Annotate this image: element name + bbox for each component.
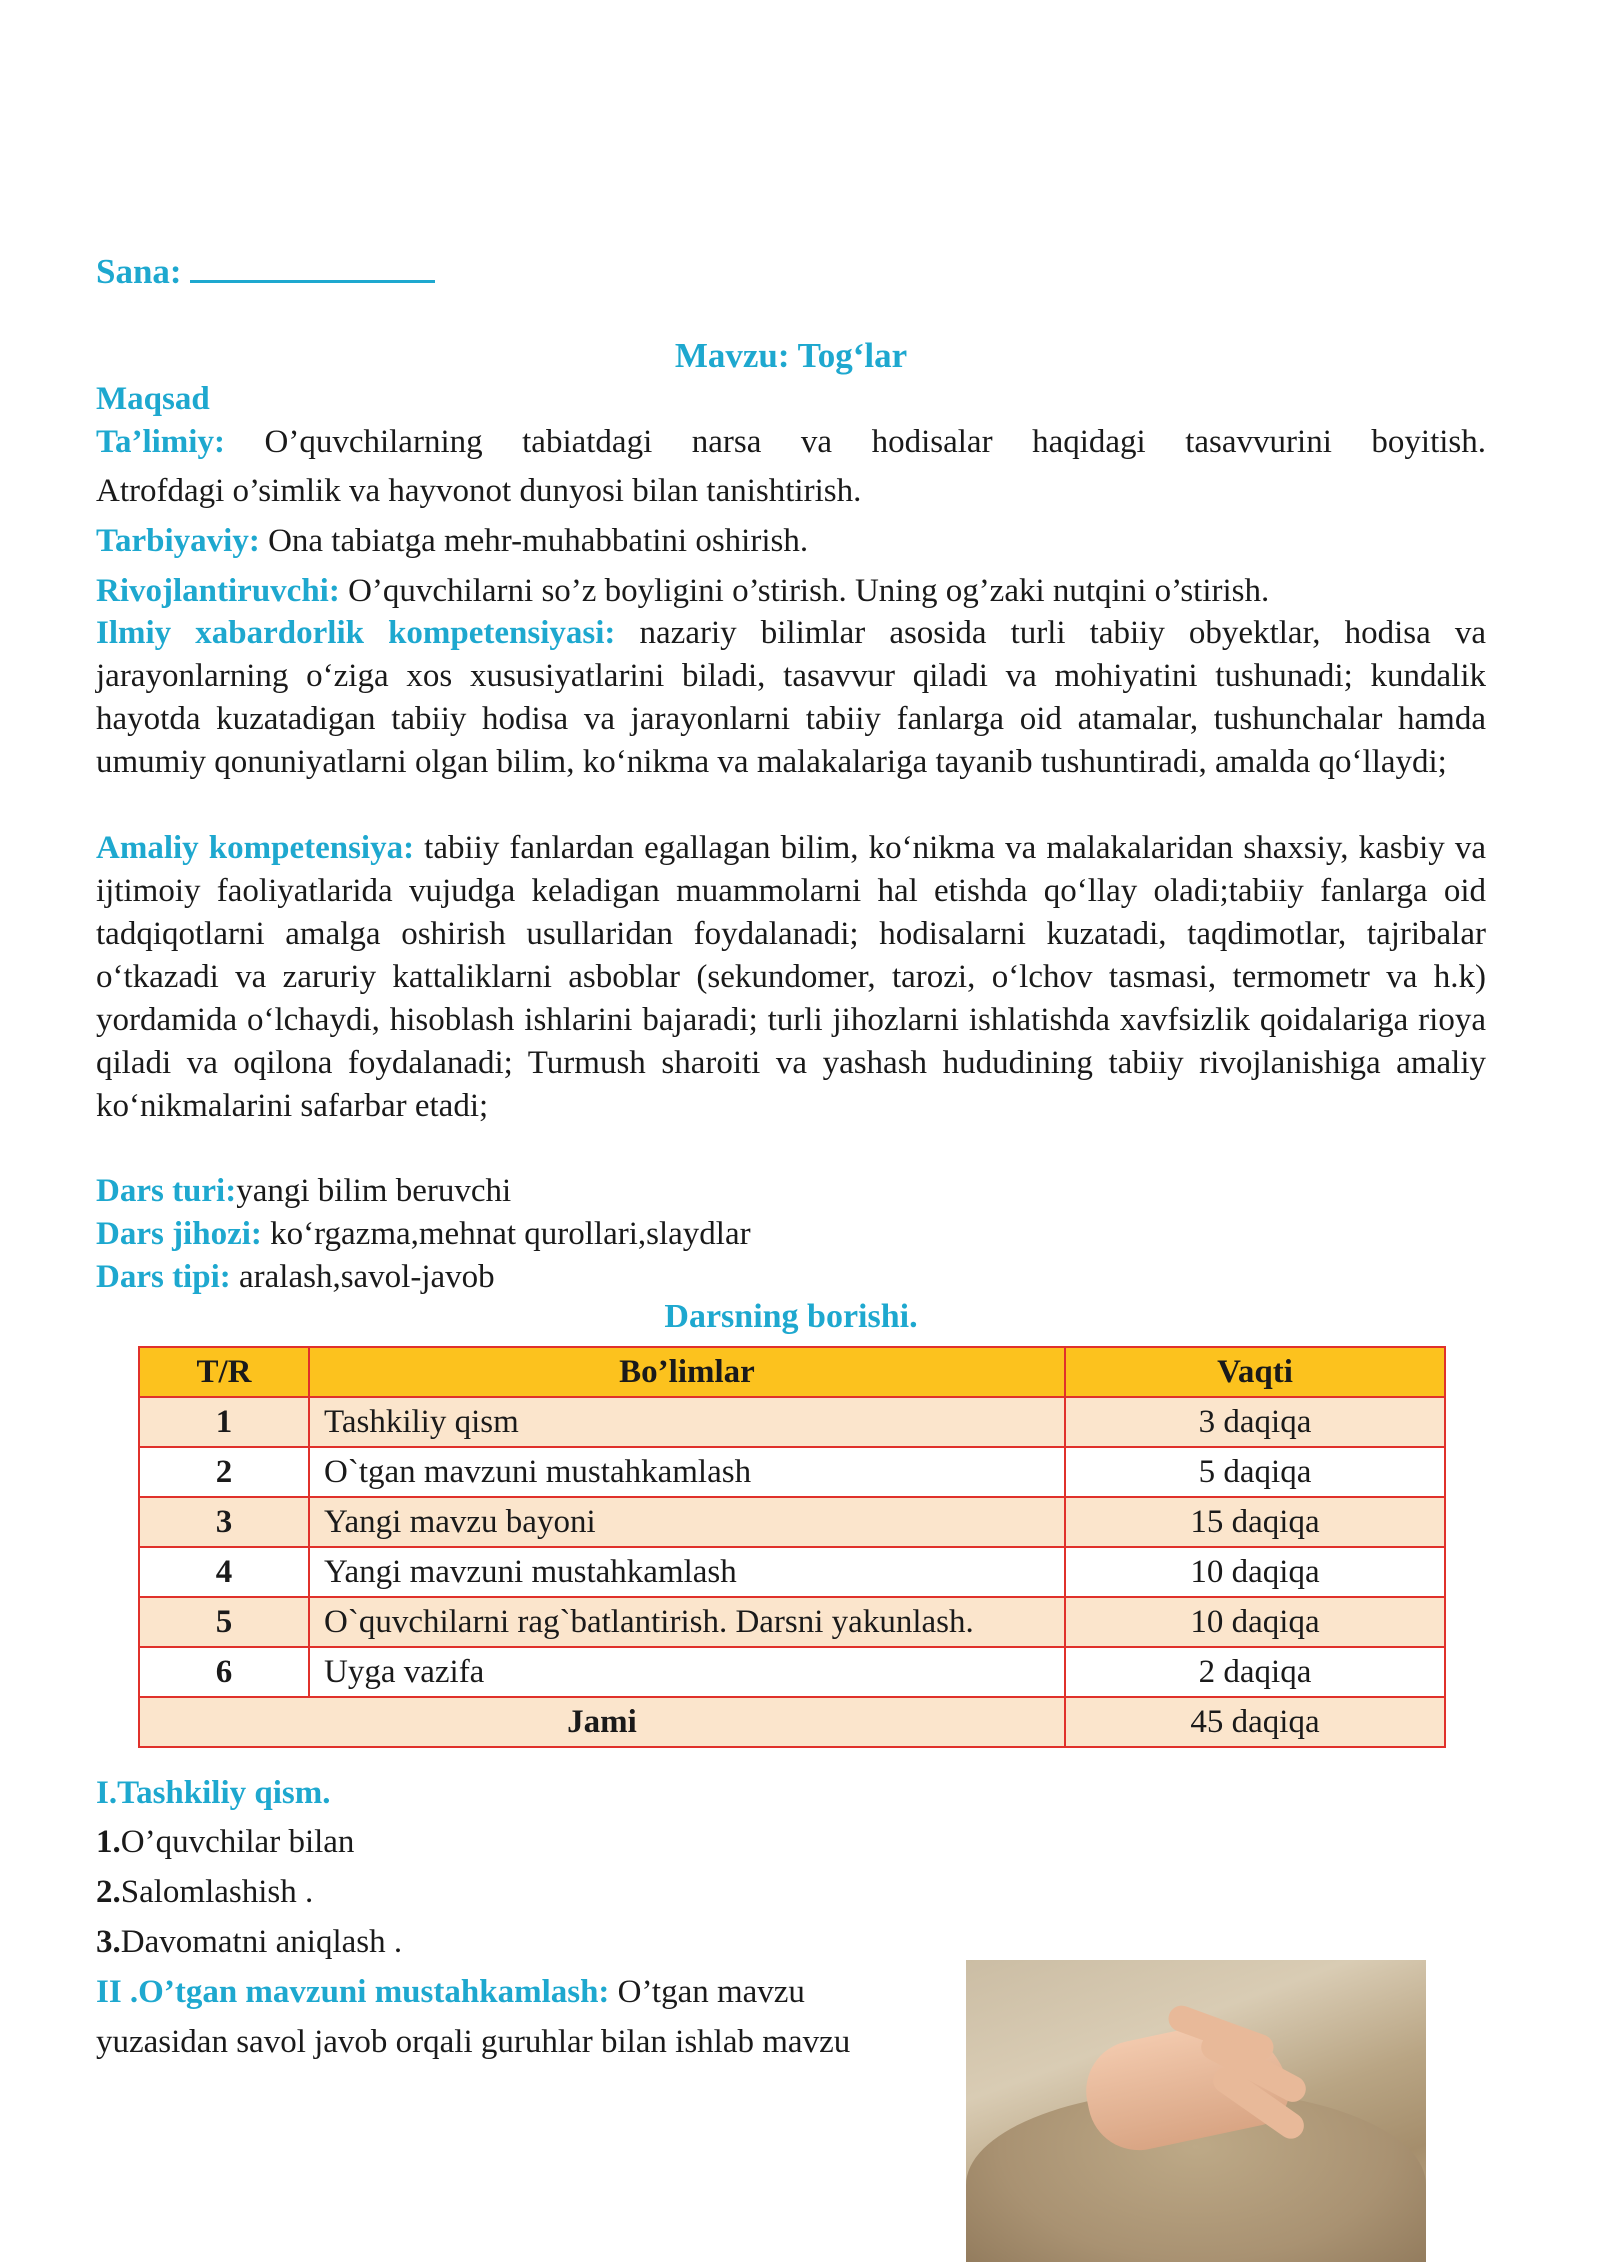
row-time: 2 daqiqa <box>1065 1647 1445 1697</box>
row-number: 4 <box>139 1547 309 1597</box>
row-section: Tashkiliy qism <box>309 1397 1065 1447</box>
lesson-topic: Mavzu: Tog‘lar <box>674 336 908 375</box>
row-time: 5 daqiqa <box>1065 1447 1445 1497</box>
upbringing-goal <box>96 520 1486 563</box>
list-item-number: 3. <box>96 1924 121 1960</box>
table-header-row <box>139 1347 1445 1397</box>
educational-goal-label: Ta’limiy: <box>96 424 225 460</box>
row-time: 10 daqiqa <box>1065 1597 1445 1647</box>
lesson-format-text: aralash,savol-javob <box>239 1259 495 1295</box>
list-item-text: O’quvchilar bilan <box>120 1824 355 1860</box>
header-sections: Bo’limlar <box>309 1347 1065 1397</box>
review-section-line2: yuzasidan savol javob orqali guruhlar bilan ishlab mavzu <box>96 2024 851 2060</box>
row-section: Uyga vazifa <box>309 1647 1065 1697</box>
row-number: 5 <box>139 1597 309 1647</box>
date-label: Sana: <box>96 252 182 291</box>
row-time: 3 daqiqa <box>1065 1397 1445 1447</box>
date-field <box>96 250 435 292</box>
header-number: T/R <box>139 1347 309 1397</box>
educational-goal-text: O’quvchilarning tabiatdagi narsa va hodisalar haqidagi tasavvurini boyitish. <box>264 424 1486 460</box>
educational-goal-line2: Atrofdagi o’simlik va hayvonot dunyosi bilan tanishtirish. <box>96 473 862 509</box>
row-number: 2 <box>139 1447 309 1497</box>
review-section-text: O’tgan mavzu <box>617 1974 805 2010</box>
goals-heading: Maqsad <box>96 381 210 417</box>
scientific-competence-label: Ilmiy xabardorlik kompetensiyasi: <box>96 615 616 651</box>
section-organizational-heading: I.Tashkiliy qism. <box>96 1775 331 1811</box>
hand-in-sand-photo <box>966 1960 1426 2262</box>
lesson-equipment-text: ko‘rgazma,mehnat qurollari,slaydlar <box>270 1216 751 1252</box>
list-item-number: 2. <box>96 1874 121 1910</box>
practical-competence-text: tabiiy fanlardan egallagan bilim, ko‘nikma va malakalaridan shaxsiy, kasbiy va ijtimoiy faoliyatlarida vujudga keladigan muammolarni hal etishda qo‘llay oladi;tabiiy fanlarga oid tadqiqotlarni amalga oshirish usullaridan foydalanadi; hodisalarni kuzatadi, taqdimotlar, tajribalar o‘tkazadi va zaruriy kattaliklarni asboblar (sekundomer, tarozi, o‘lchov tasmasi, termometr va h.k) yordamida o‘lchaydi, hisoblash ishlarini bajaradi; turli jihozlarni ishlatishda xavfsizlik qoidalariga rioya qiladi va oqilona foydalanadi; Turmush sharoiti va yashash hududining tabiiy rivojlanishiga amaliy ko‘nikmalarini safarbar etadi; <box>96 830 1486 1124</box>
upbringing-goal-label: Tarbiyaviy: <box>96 523 260 559</box>
table-total-row <box>139 1697 1445 1747</box>
row-time: 10 daqiqa <box>1065 1547 1445 1597</box>
lesson-equipment <box>96 1213 1486 1256</box>
developmental-goal-label: Rivojlantiruvchi: <box>96 573 340 609</box>
developmental-goal <box>96 570 1486 613</box>
row-section: O`tgan mavzuni mustahkamlash <box>309 1447 1065 1497</box>
total-time: 45 daqiqa <box>1065 1697 1445 1747</box>
scientific-competence-text: nazariy bilimlar asosida turli tabiiy obyektlar, hodisa va jarayonlarning o‘ziga xos xususiyatlarini biladi, tasavvur qiladi va mohiyatini tushunadi; kundalik hayotda kuzatadigan tabiiy hodisa va jarayonlarni tabiiy fanlarga oid atamalar, tushunchalar hamda umumiy qonuniyatlarni olgan bilim, ko‘nikma va malakalariga tayanib tushuntiradi, amalda qo‘llaydi; <box>96 615 1486 780</box>
table-row <box>139 1397 1445 1447</box>
lesson-format-label: Dars tipi: <box>96 1259 231 1295</box>
upbringing-goal-text: Ona tabiatga mehr-muhabbatini oshirish. <box>268 523 809 559</box>
table-row <box>139 1597 1445 1647</box>
lesson-type-label: Dars turi: <box>96 1173 237 1209</box>
lesson-schedule-table <box>138 1346 1446 1748</box>
row-section: Yangi mavzuni mustahkamlash <box>309 1547 1065 1597</box>
row-number: 6 <box>139 1647 309 1697</box>
list-item <box>96 1921 1486 1964</box>
table-row <box>139 1647 1445 1697</box>
educational-goal <box>96 421 1486 464</box>
date-blank-line[interactable] <box>190 250 435 283</box>
practical-competence-label: Amaliy kompetensiya: <box>96 830 415 866</box>
list-item-text: Davomatni aniqlash . <box>120 1924 403 1960</box>
table-row <box>139 1547 1445 1597</box>
header-time: Vaqti <box>1065 1347 1445 1397</box>
lesson-type-text: yangi bilim beruvchi <box>236 1173 512 1209</box>
lesson-equipment-label: Dars jihozi: <box>96 1216 262 1252</box>
row-section: O`quvchilarni rag`batlantirish. Darsni yakunlash. <box>309 1597 1065 1647</box>
table-row <box>139 1497 1445 1547</box>
review-section-label: II .O’tgan mavzuni mustahkamlash: <box>96 1974 610 2010</box>
table-row <box>139 1447 1445 1497</box>
scientific-competence <box>96 612 1486 784</box>
row-number: 1 <box>139 1397 309 1447</box>
row-time: 15 daqiqa <box>1065 1497 1445 1547</box>
developmental-goal-text: O’quvchilarni so’z boyligini o’stirish. Uning og’zaki nutqini o’stirish. <box>348 573 1270 609</box>
row-number: 3 <box>139 1497 309 1547</box>
practical-competence <box>96 827 1486 1128</box>
list-item <box>96 1821 1486 1864</box>
list-item-number: 1. <box>96 1824 121 1860</box>
total-label: Jami <box>139 1697 1065 1747</box>
review-section <box>96 1971 956 2014</box>
lesson-format <box>96 1256 1486 1299</box>
list-item <box>96 1871 1486 1914</box>
list-item-text: Salomlashish . <box>120 1874 314 1910</box>
lesson-flow-heading: Darsning borishi. <box>664 1298 918 1335</box>
lesson-type <box>96 1170 1486 1213</box>
row-section: Yangi mavzu bayoni <box>309 1497 1065 1547</box>
